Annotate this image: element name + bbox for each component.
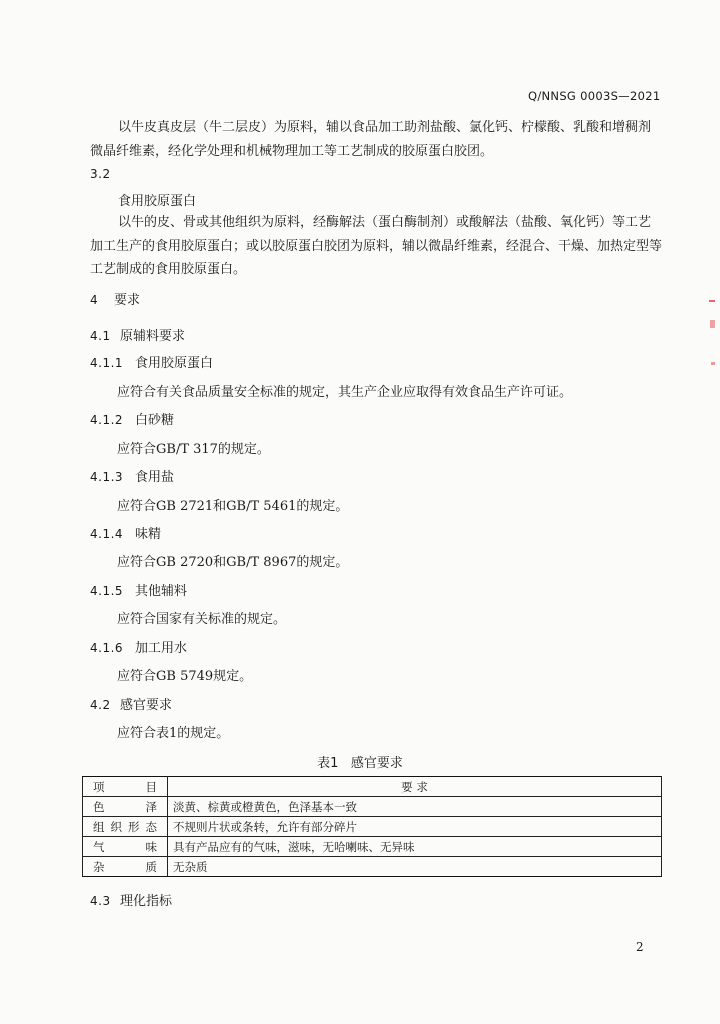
- table-row: [83, 817, 662, 837]
- margin-binding-mark: [710, 320, 715, 328]
- section-number: 4.1: [90, 329, 111, 343]
- section-number: 4.1.5: [90, 584, 124, 598]
- section-title: 理化指标: [120, 894, 173, 909]
- section-number: 4.1.3: [90, 470, 124, 484]
- section-4-heading: [90, 289, 140, 308]
- section-title: 原辅料要求: [120, 329, 186, 344]
- section-4-2-body: 应符合表1的规定。: [117, 726, 230, 741]
- section-title: 要求: [114, 293, 141, 308]
- page-number: 2: [636, 940, 644, 954]
- document-code: Q/NNSG 0003S—2021: [528, 89, 661, 103]
- section-number: 4.1.1: [90, 356, 124, 370]
- table-cell-requirement: 具有产品应有的气味，滋味，无哈喇味、无异味: [168, 837, 662, 857]
- section-4-1-3-body: 应符合GB 2721和GB/T 5461的规定。: [117, 499, 349, 514]
- sensory-requirements-table: [82, 776, 662, 877]
- section-4-1-3-heading: [90, 466, 174, 485]
- margin-binding-mark: [711, 362, 715, 365]
- section-4-1-4-heading: [90, 523, 161, 542]
- section-title: 味精: [135, 527, 162, 542]
- section-4-1-2-heading: [90, 409, 174, 428]
- section-title: 食用盐: [135, 470, 175, 485]
- section-3-2-heading: [90, 167, 120, 182]
- section-3-2-title: 食用胶原蛋白: [118, 194, 197, 209]
- column-header-requirement: 要 求: [168, 777, 662, 797]
- table-cell-requirement: 淡黄、棕黄或橙黄色，色泽基本一致: [168, 797, 662, 817]
- section-number: 4.2: [90, 698, 111, 712]
- table-row: [83, 797, 662, 817]
- table-cell-requirement: 不规则片状或条转，允许有部分碎片: [168, 817, 662, 837]
- section-4-1-5-body: 应符合国家有关标准的规定。: [117, 612, 287, 627]
- table-cell-item: 杂质: [83, 857, 168, 877]
- table-cell-item: 组织形态: [83, 817, 168, 837]
- section-title: 白砂糖: [135, 413, 175, 428]
- section-4-3-heading: [90, 890, 172, 909]
- section-4-1-heading: [90, 325, 185, 344]
- section-number: 4.3: [90, 894, 111, 908]
- section-number: 4.1.6: [90, 641, 124, 655]
- section-number: 4.1.2: [90, 413, 124, 427]
- section-title: 感官要求: [120, 698, 173, 713]
- definition-paragraph-collagen-micelle: 以牛皮真皮层（牛二层皮）为原料，辅以食品加工助剂盐酸、氯化钙、柠檬酸、乳酸和增稠剂微晶纤维素，经化学处理和机械物理加工等工艺制成的胶原蛋白胶团。: [90, 120, 652, 159]
- section-number: 3.2: [90, 167, 111, 181]
- section-title: 加工用水: [135, 641, 188, 656]
- margin-binding-mark: [709, 300, 715, 302]
- table-cell-item: 气味: [83, 837, 168, 857]
- table-1-caption: 表1 感官要求: [317, 756, 403, 771]
- table-cell-item: 色泽: [83, 797, 168, 817]
- table-row: [83, 837, 662, 857]
- section-title: 食用胶原蛋白: [135, 356, 214, 371]
- section-4-2-heading: [90, 694, 172, 713]
- section-4-1-2-body: 应符合GB/T 317的规定。: [117, 442, 270, 457]
- section-title: 其他辅料: [135, 584, 188, 599]
- section-4-1-1-heading: [90, 352, 213, 371]
- table-cell-requirement: 无杂质: [168, 857, 662, 877]
- table-header-row: [83, 777, 662, 797]
- section-4-1-4-body: 应符合GB 2720和GB/T 8967的规定。: [117, 555, 349, 570]
- section-number: 4.1.4: [90, 527, 124, 541]
- section-4-1-6-heading: [90, 637, 187, 656]
- section-4-1-1-body: 应符合有关食品质量安全标准的规定，其生产企业应取得有效食品生产许可证。: [117, 385, 573, 400]
- section-4-1-6-body: 应符合GB 5749规定。: [117, 669, 253, 684]
- section-4-1-5-heading: [90, 580, 187, 599]
- table-row: [83, 857, 662, 877]
- definition-paragraph-edible-collagen: 以牛的皮、骨或其他组织为原料，经酶解法（蛋白酶制剂）或酸解法（盐酸、氧化钙）等工艺加工生产的食用胶原蛋白；或以胶原蛋白胶团为原料，辅以微晶纤维素，经混合、干燥、加热定型等工艺制成的食用胶原蛋白。: [90, 215, 663, 277]
- column-header-item: 项 目: [83, 777, 168, 797]
- section-number: 4: [90, 293, 99, 307]
